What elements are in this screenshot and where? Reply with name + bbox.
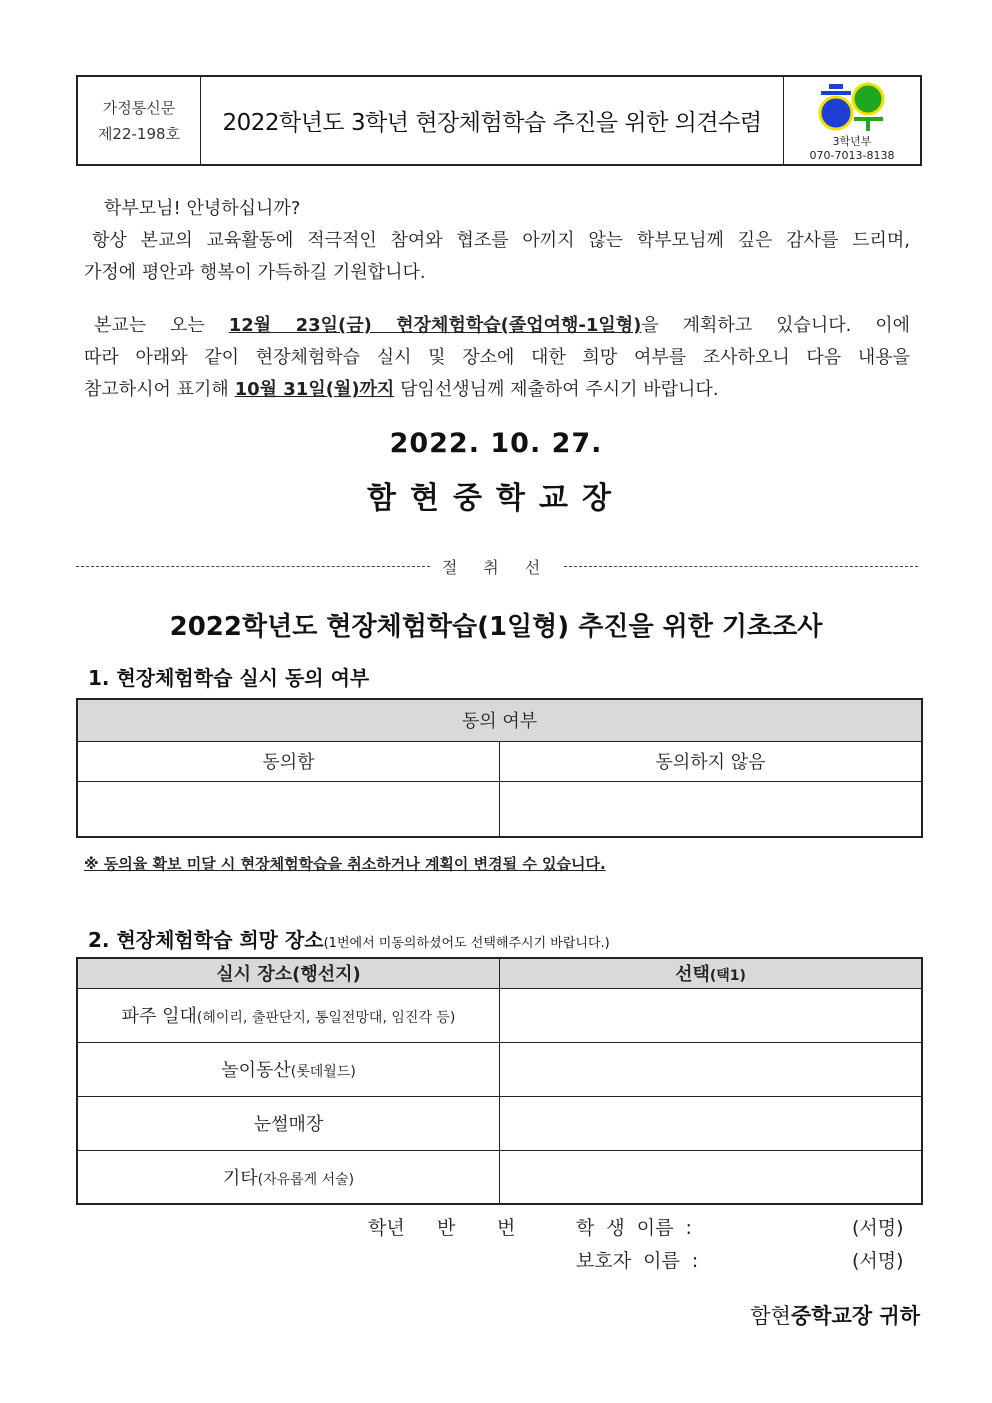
place-row-sled: [77, 1096, 500, 1150]
consent-table: [76, 698, 923, 838]
select-cell-sled[interactable]: [500, 1096, 923, 1150]
place-table: [76, 957, 923, 1205]
recipient-school: 함현: [750, 1304, 791, 1328]
col-agree: 동의함: [77, 741, 500, 781]
parent-sign: (서명): [852, 1250, 904, 1272]
para2-text-d: 담임선생님께 제출하여 주시기 바랍니다.: [400, 379, 719, 400]
col-select-label: 선택: [675, 964, 710, 986]
cut-dash-left: [76, 566, 430, 567]
para2-text-c: 참고하시어 표기해: [84, 379, 229, 400]
doc-info: [78, 77, 201, 164]
section1-heading: 1. 현장체험학습 실시 동의 여부: [88, 666, 370, 690]
doc-title: 2022학년도 3학년 현장체험학습 추진을 위한 의견수렴: [222, 110, 762, 136]
para2-line3: [84, 374, 910, 406]
place-main: 기타: [222, 1167, 258, 1189]
place-sub: (헤이리, 출판단지, 통일전망대, 임진각 등): [196, 1010, 456, 1026]
doc-number: 제22-198호: [97, 124, 181, 143]
cut-line: [76, 556, 918, 576]
consent-note: ※ 동의율 확보 미달 시 현장체험학습을 취소하거나 계획이 변경될 수 있습니다.: [84, 855, 606, 873]
col-select-note: (택1): [709, 968, 746, 985]
consent-table-header: 동의 여부: [77, 699, 922, 741]
para2-text-b: 을 계획하고 있습니다. 이에: [641, 315, 911, 336]
place-row-amusement: [77, 1042, 500, 1096]
student-sign: (서명): [852, 1217, 904, 1239]
agree-input-cell[interactable]: [77, 781, 500, 837]
class-label: 반: [437, 1217, 456, 1239]
recipient-title: 중학교장 귀하: [790, 1304, 920, 1328]
para2-line1: [94, 310, 910, 342]
para2-text-a: 본교는 오는: [94, 315, 205, 336]
para1-line2: 가정에 평안과 행복이 가득하길 기원합니다.: [84, 262, 426, 283]
survey-title: 2022학년도 현장체험학습(1일형) 추진을 위한 기초조사: [169, 612, 823, 642]
school-logo-icon: [818, 81, 886, 137]
cut-label: 절취선: [441, 557, 567, 577]
para1-line1: 항상 본교의 교육활동에 적극적인 참여와 협조를 아끼지 않는 학부모님께 깊은 감사를 드리며,: [92, 230, 910, 251]
school-logo-area: [783, 77, 920, 164]
place-row-other: [77, 1150, 500, 1204]
letter-date: 2022. 10. 27.: [389, 428, 603, 459]
place-main: 놀이동산: [221, 1060, 291, 1081]
grade-label: 학년: [368, 1217, 405, 1239]
event-date-highlight: 12월 23일(금) 현장체험학습(졸업여행-1일형): [228, 315, 642, 336]
dept-name: 3학년부: [832, 135, 872, 148]
principal-name: 함현중학교장: [367, 481, 625, 516]
para2-line2: 따라 아래와 같이 현장체험학습 실시 및 장소에 대한 희망 여부를 조사하오니 다음 내용을: [84, 347, 910, 368]
place-row-paju: [77, 988, 500, 1042]
student-name-label: 학 생 이름 :: [576, 1217, 692, 1239]
deadline-highlight: 10월 31일(월)까지: [234, 379, 395, 400]
number-label: 번: [497, 1217, 516, 1239]
recipient: [750, 1300, 920, 1330]
place-main: 파주 일대: [121, 1006, 197, 1027]
col-disagree: 동의하지 않음: [500, 741, 923, 781]
place-sub: (자유롭게 서술): [257, 1171, 355, 1188]
place-sub: (롯데월드): [290, 1064, 356, 1080]
section2-heading: [88, 924, 610, 953]
doc-type: 가정통신문: [102, 98, 176, 117]
select-cell-amusement[interactable]: [500, 1042, 923, 1096]
cut-dash-right: [564, 566, 918, 567]
disagree-input-cell[interactable]: [500, 781, 923, 837]
dept-phone: 070-7013-8138: [809, 149, 895, 162]
select-cell-paju[interactable]: [500, 988, 923, 1042]
select-cell-other[interactable]: [500, 1150, 923, 1204]
place-main: 눈썰매장: [253, 1114, 324, 1135]
greeting: 학부모님! 안녕하십니까?: [104, 198, 301, 219]
section2-heading-note: (1번에서 미동의하셨어도 선택해주시기 바랍니다.): [323, 936, 610, 951]
col-place: 실시 장소(행선지): [77, 958, 500, 988]
header-box: [76, 75, 922, 166]
parent-name-label: 보호자 이름 :: [576, 1250, 699, 1272]
col-select: [500, 958, 923, 988]
section2-heading-text: 2. 현장체험학습 희망 장소: [88, 928, 324, 952]
